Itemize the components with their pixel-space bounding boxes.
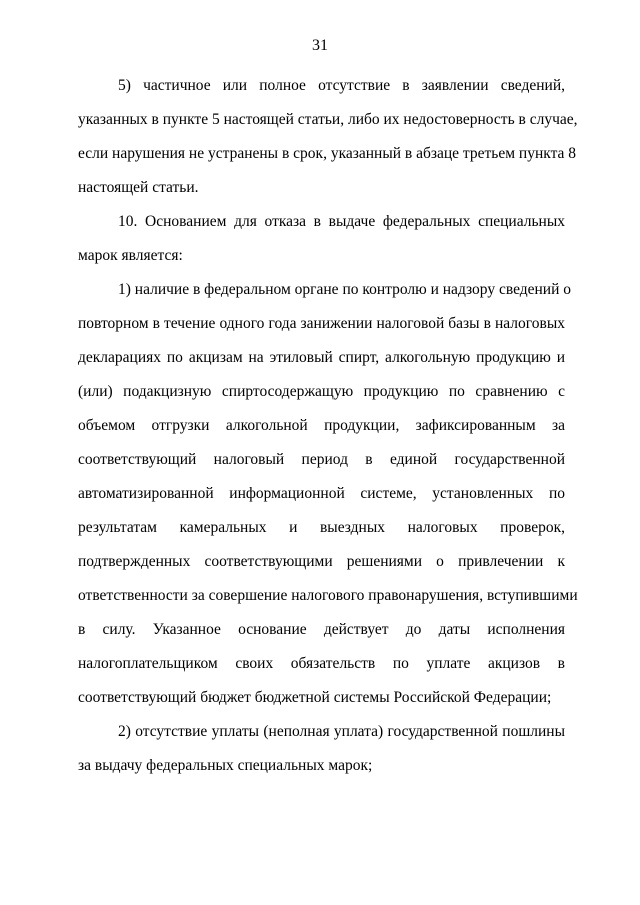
text-line: объемом отгрузки алкогольной продукции, зафиксированным за (78, 417, 565, 434)
text-line: соответствующий бюджет бюджетной системы Российской Федерации; (78, 689, 552, 706)
paragraph-item-5 (78, 69, 578, 205)
document-body (78, 69, 578, 783)
text-line: (или) подакцизную спиртосодержащую продукцию по сравнению с (78, 383, 565, 400)
text-line: 10. Основанием для отказа в выдаче федеральных специальных (118, 213, 565, 230)
page-number: 31 (312, 37, 328, 54)
paragraph-clause-10 (78, 205, 565, 273)
text-line: повторном в течение одного года занижении налоговой базы в налоговых (78, 315, 565, 332)
text-line: 2) отсутствие уплаты (неполная уплата) государственной пошлины (118, 723, 565, 740)
text-line: налогоплательщиком своих обязательств по уплате акцизов в (78, 655, 565, 672)
text-line: указанных в пункте 5 настоящей статьи, либо их недостоверность в случае, (78, 111, 578, 128)
text-line: в силу. Указанное основание действует до даты исполнения (78, 621, 565, 638)
text-line: автоматизированной информационной системе, установленных по (78, 485, 565, 502)
paragraph-clause-10-item-1 (78, 273, 578, 715)
text-line: подтвержденных соответствующими решениями о привлечении к (78, 553, 565, 570)
paragraph-clause-10-item-2 (78, 715, 565, 783)
text-line: 1) наличие в федеральном органе по контролю и надзору сведений о (118, 281, 572, 298)
text-line: декларациях по акцизам на этиловый спирт, алкогольную продукцию и (78, 349, 565, 366)
text-line: за выдачу федеральных специальных марок; (78, 757, 373, 774)
text-line: результатам камеральных и выездных налоговых проверок, (78, 519, 565, 536)
text-line: ответственности за совершение налогового правонарушения, вступившими (78, 587, 578, 604)
text-line: настоящей статьи. (78, 179, 199, 196)
text-line: марок является: (78, 247, 183, 264)
text-line: 5) частичное или полное отсутствие в заявлении сведений, (118, 77, 565, 94)
text-line: если нарушения не устранены в срок, указанный в абзаце третьем пункта 8 (78, 145, 577, 162)
text-line: соответствующий налоговый период в единой государственной (78, 451, 565, 468)
